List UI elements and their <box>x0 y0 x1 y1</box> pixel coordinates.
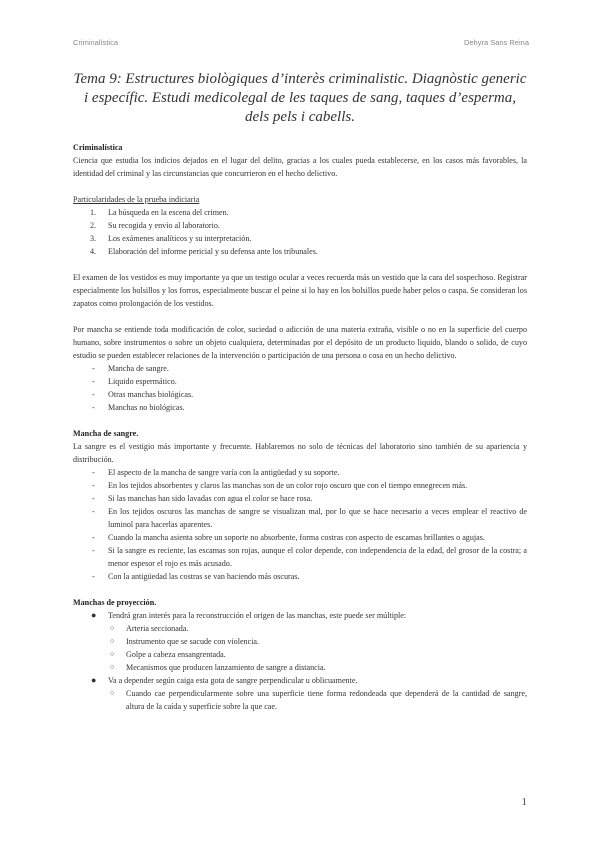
list-item: ○ Instrumento que se sacude con violencia. <box>110 637 260 646</box>
list-item: 1. La búsqueda en la escena del crimen. <box>90 208 229 217</box>
paragraph-definition: Ciencia que estudia los indicios dejados en el lugar del delito, gracias a los cuales pueda establecerse, en los casos más favorables, la identidad del criminal y las circunstancias que concurrieron en el hecho delictivo. <box>73 156 527 178</box>
list-item: - Liquido espermático. <box>92 377 177 386</box>
section-heading-proyeccion: Manchas de proyección. <box>73 598 157 607</box>
list-item: - Con la antigüedad las costras se van haciendo más oscuras. <box>92 572 300 581</box>
sub-list-origen <box>108 622 527 674</box>
header-left-text: Criminalística <box>73 38 119 47</box>
paragraph-mancha: Por mancha se entiende toda modificación de color, suciedad o adicción de una materia extraña, visible o no en la superficie del cuerpo humano, sobre instrumentos o sobre un objeto cualquiera, determinadas por el depósito de un producto liquido, blando o solido, de cuyo estudio se pueden establecer relaciones de la intervención o participación de una persona o cosa en un hecho delictivo. <box>73 325 527 360</box>
list-item: 2. Su recogida y envío al laboratorio. <box>90 221 220 230</box>
page-number: 1 <box>521 796 527 808</box>
list-item: ○ Golpe a cabeza ensangrentada. <box>110 650 226 659</box>
list-item: - Cuando la mancha asienta sobre un soporte no absorbente, forma costras con aspecto de escamas brillantes o agujas. <box>92 533 485 542</box>
document-body <box>73 141 527 713</box>
list-item: - Si la sangre es reciente, las escamas son rojas, aunque el color depende, con independencia de la edad, del grosor de la costra; a menor espesor el rojo es más acusado. <box>92 546 527 568</box>
list-item: ○ Cuando cae perpendicularmente sobre una superficie tiene forma redondeada que dependerá de la cantidad de sangre, altura de la caída y superficie sobre la que cae. <box>110 689 527 711</box>
circle-bullet-icon: ○ <box>110 650 115 658</box>
dash-list-manchas <box>73 362 527 414</box>
list-item: - El aspecto de la mancha de sangre varía con la antigüedad y su soporte. <box>92 468 340 477</box>
list-item: ● Tendrá gran interés para la reconstrucción el origen de las manchas, este puede ser múltiple: ○ Arteria seccionada. ○ Instrumento que se sacude con violencia. ○ Golpe a cabeza ensangrentada. ○ Mecanismos que producen lanzamiento de sangre a distancia. <box>73 609 527 674</box>
circle-bullet-icon: ○ <box>110 663 115 671</box>
list-item: 4. Elaboración del informe pericial y su defensa ante los tribunales. <box>90 247 318 256</box>
sub-list-caida <box>108 687 527 713</box>
list-item: ○ Arteria seccionada. <box>110 624 189 633</box>
list-item: - Otras manchas biológicas. <box>92 390 194 399</box>
list-item: - Manchas no biológicas. <box>92 403 185 412</box>
page-header <box>73 38 529 50</box>
paragraph-vestidos: El examen de los vestidos es muy importante ya que un testigo ocular a veces recuerda más un vestido que la cara del sospechoso. Registrar especialmente los bolsillos y los forros, especialmente buscar el peine si lo hay en los bolsillos puede haber pelos o caspa. Se consideran los zapatos como prolongación de los vestidos. <box>73 273 527 308</box>
dash-list-sangre <box>73 466 527 583</box>
subheading-particularidades: Particularidades de la prueba indiciaria <box>73 195 200 204</box>
list-item: - En los tejidos absorbentes y claros las manchas son de un color rojo oscuro que con el tiempo ennegrecen más. <box>92 481 468 490</box>
bullet-list-proyeccion <box>73 609 527 713</box>
numbered-list <box>73 206 527 258</box>
document-title: Tema 9: Estructures biològiques d’interès criminalistic. Diagnòstic generic i específic. Estudi medicolegal de les taques de sang, taques d’esperma, dels pels i cabells. <box>73 71 527 125</box>
section-heading-criminalistica: Criminalística <box>73 143 123 152</box>
list-item: ● Va a depender según caiga esta gota de sangre perpendicular u oblicuamente. ○ Cuando cae perpendicularmente sobre una superficie tiene forma redondeada que dependerá de la cantidad de sangre, altura de la caída y superficie sobre la que cae. <box>91 675 527 711</box>
section-heading-mancha-sangre: Mancha de sangre. <box>73 429 139 438</box>
list-item: - En los tejidos oscuros las manchas de sangre se visualizan mal, por lo que se hace necesario a veces emplear el reactivo de luminol para hacerlas aparentes. <box>92 507 527 529</box>
bullet-icon: ● <box>91 675 97 685</box>
paragraph-sangre: La sangre es el vestigio más importante y frecuente. Hablaremos no solo de técnicas del laboratorio sino también de su apariencia y distribución. <box>73 442 527 464</box>
circle-bullet-icon: ○ <box>110 624 115 632</box>
bullet-icon: ● <box>91 610 97 620</box>
circle-bullet-icon: ○ <box>110 689 115 697</box>
list-item: ○ Mecanismos que producen lanzamiento de sangre a distancia. <box>110 663 326 672</box>
list-item: - Mancha de sangre. <box>92 364 169 373</box>
header-author: Dehyra Sans Reina <box>463 38 529 47</box>
circle-bullet-icon: ○ <box>110 637 115 645</box>
list-item: - Si las manchas han sido lavadas con agua el color se hace rosa. <box>92 494 313 503</box>
list-item: 3. Los exámenes analíticos y su interpretación. <box>90 234 252 243</box>
